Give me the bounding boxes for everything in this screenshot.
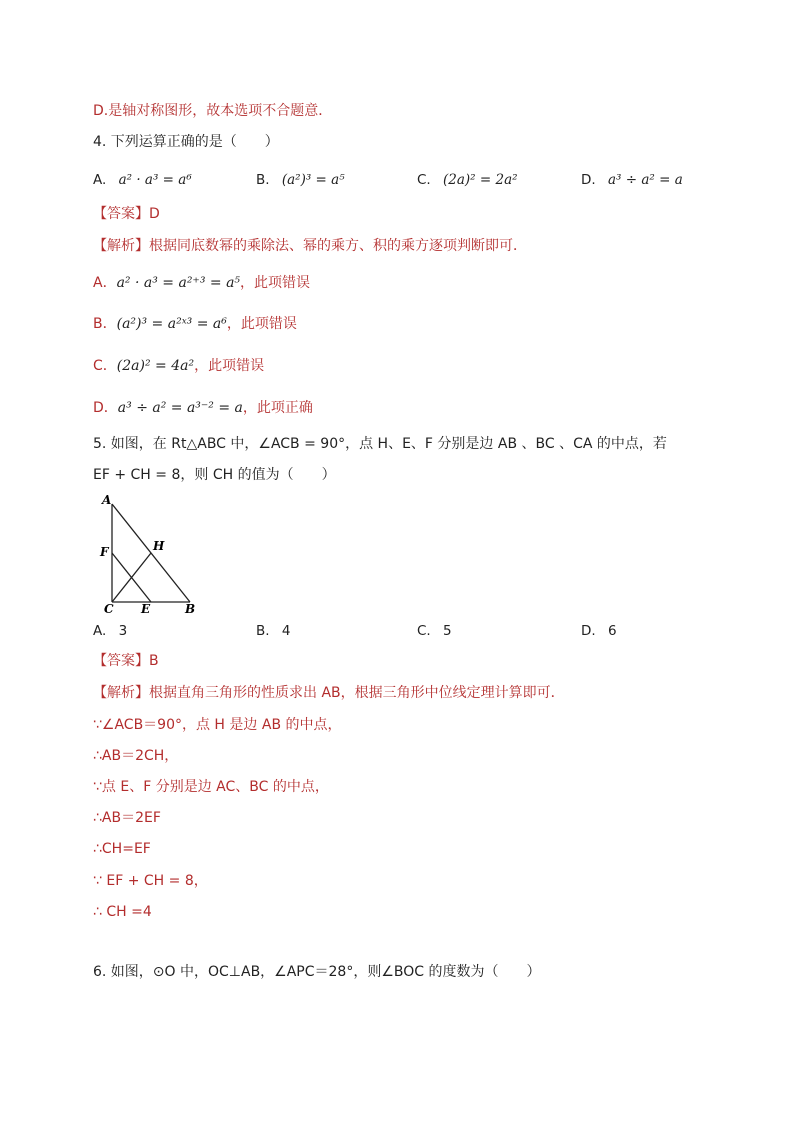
step-prefix: D． [93,400,118,416]
option-label: C. [417,172,431,188]
answer-value: B [149,653,159,669]
q5-step-2: ∴AB＝2CH， [93,748,179,764]
step-prefix: C． [93,358,117,374]
q4-step-a [93,274,310,292]
triangle-diagram [93,492,213,614]
option-label: A. [93,172,107,188]
analysis-tag: 【解析】 [93,238,149,254]
q5-step-3: ∵点 E、F 分别是边 AC、BC 的中点， [93,779,329,795]
step-math: (a²)³ = a²ˣ³ = a⁶ [116,316,227,332]
question-5-line2: EF + CH = 8，则 CH 的值为（ ） [93,467,336,483]
option-expr: (2a)² = 2a² [443,172,518,188]
question-5-line1: 5. 如图，在 Rt△ABC 中，∠ACB = 90°，点 H、E、F 分别是边 AB 、BC 、CA 的中点，若 [93,436,667,452]
label-c: C [104,602,114,614]
option-label: B. [256,172,270,188]
q5-step-5: ∴CH=EF [93,841,151,857]
step-prefix: B． [93,316,117,332]
label-b: B [185,602,196,614]
step-suffix: ，此项错误 [194,358,265,374]
label-h: H [153,539,165,553]
answer-tag: 【答案】 [93,206,149,222]
q5-analysis [93,684,565,702]
label-a: A [102,493,112,507]
analysis-tag: 【解析】 [93,685,149,701]
label-f: F [100,545,109,559]
step-math: (2a)² = 4a² [116,358,195,374]
q4-step-d [93,399,313,417]
triangle-figure [93,492,213,618]
q4-option-d [581,171,683,189]
answer-tag: 【答案】 [93,653,149,669]
option-label: A. [93,623,107,639]
prev-option-d: D.是轴对称图形，故本选项不合题意． [93,103,333,119]
q5-step-7: ∴ CH =4 [93,904,152,920]
step-suffix: ，此项错误 [226,316,297,332]
option-expr: (a²)³ = a⁵ [281,172,345,188]
analysis-text: 根据直角三角形的性质求出 AB，根据三角形中位线定理计算即可． [149,685,565,701]
q4-option-b [256,171,345,189]
label-e: E [141,602,151,614]
option-label: B. [256,623,270,639]
option-label: D. [581,172,596,188]
option-value: 5 [443,623,452,639]
step-math: a² · a³ = a²⁺³ = a⁵ [116,275,241,291]
step-suffix: ，此项错误 [240,275,311,291]
answer-value: D [149,206,160,222]
q5-step-6: ∵ EF + CH = 8， [93,873,208,889]
question-4: 4. 下列运算正确的是（ ） [93,134,279,150]
q4-analysis [93,237,527,255]
q5-answer [93,652,159,670]
q5-step-4: ∴AB＝2EF [93,810,161,826]
step-suffix: ，此项正确 [242,400,313,416]
q4-step-c [93,357,264,375]
analysis-text: 根据同底数幂的乘除法、幂的乘方、积的乘方逐项判断即可． [149,238,527,254]
option-label: D. [581,623,596,639]
option-value: 4 [281,623,291,639]
option-expr: a³ ÷ a² = a [607,172,683,188]
option-label: C. [417,623,431,639]
q5-option-c [417,622,452,640]
step-math: a³ ÷ a² = a³⁻² = a [117,400,243,416]
q5-option-d [581,622,617,640]
option-value: 6 [607,623,617,639]
q5-option-b [256,622,290,640]
q4-answer [93,205,160,223]
q4-option-a [93,171,192,189]
question-6: 6. 如图，⊙O 中，OC⊥AB，∠APC＝28°，则∠BOC 的度数为（ ） [93,964,541,980]
step-prefix: A． [93,275,117,291]
q5-step-1: ∵∠ACB＝90°，点 H 是边 AB 的中点， [93,717,342,733]
q5-option-a [93,622,127,640]
option-value: 3 [118,623,128,639]
option-expr: a² · a³ = a⁶ [118,172,192,188]
q4-option-c [417,171,518,189]
q4-step-b [93,315,297,333]
